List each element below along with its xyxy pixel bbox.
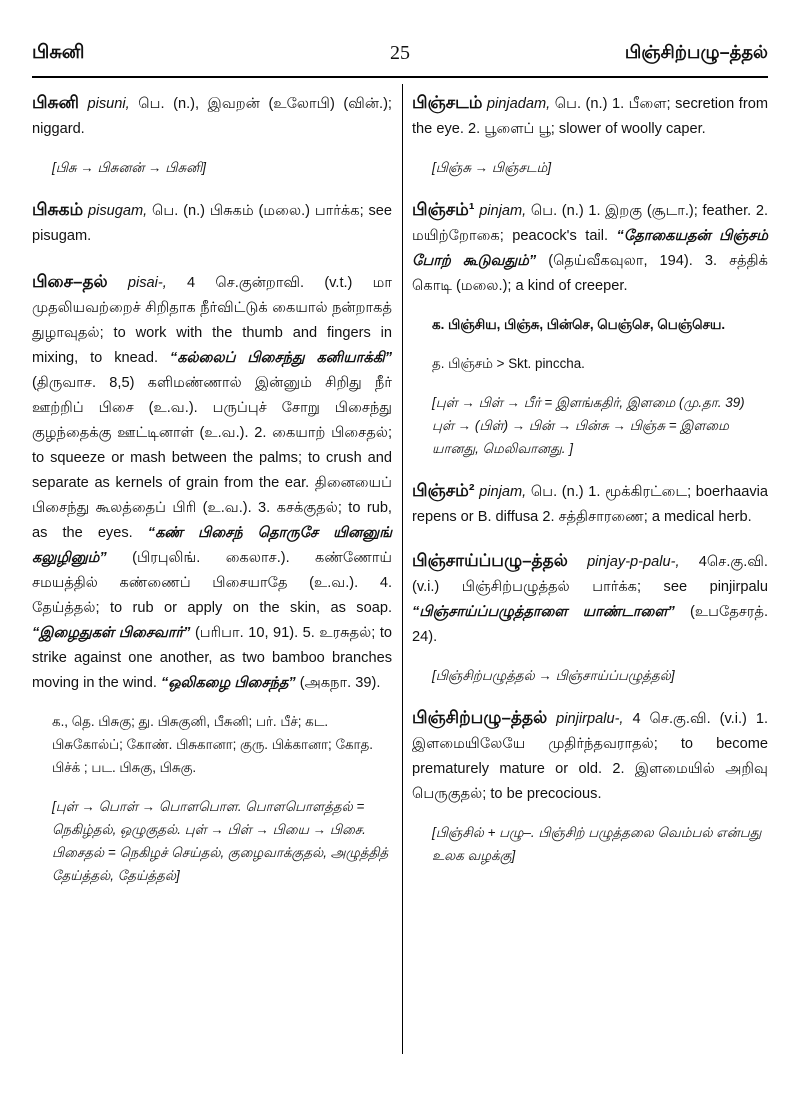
headword: பிஞ்சடம் (412, 93, 483, 112)
dictionary-entry (32, 90, 392, 142)
right-column (412, 90, 768, 885)
quotation: “தோகையதன் பிஞ்சம் போற் கூடுவதும்” (412, 228, 768, 269)
headword: பிசுனி (32, 93, 79, 112)
quotation: “இழைதுகள் பிசைவார்” (32, 625, 191, 641)
definition: (தெய்வீகவுலா, 194). 3. சத்திக் கொடி (மலை.); a kind of creeper. (412, 253, 768, 294)
dictionary-entry (32, 197, 392, 249)
quotation: “பிஞ்சாய்ப்பழுத்தாளை யாண்டாளை” (412, 604, 675, 620)
headword: பிஞ்சிற்பழு–த்தல் (412, 708, 548, 727)
transliteration: pisai-, (127, 275, 167, 291)
dictionary-entry (412, 705, 768, 807)
column-divider (402, 84, 403, 1054)
page-number: 25 (390, 42, 410, 64)
transliteration: pinjirpalu-, (556, 711, 624, 727)
definition: பெ. (n.) 1. மூக்கிரட்டை; boerhaavia repens or B. diffusa 2. சத்திசாரணை; a medical herb. (412, 484, 769, 525)
headword: பிஞ்சாய்ப்பழு–த்தல் (412, 551, 568, 570)
definition: பெ. (n.) 1. பீளை; secretion from the eye. 2. பூளைப் பூ; slower of woolly caper. (412, 96, 768, 137)
etymology-bracket: [புள் → பிள் → பீர் = இளங்கதிர், இளமை (மு.தா. 39) புள் → (பிள்) → பின் → பின்சு → பிஞ்சு = இளமை யானது, மெலிவானது. ] (432, 395, 745, 456)
quotation: “கல்லைப் பிசைந்து கனியாக்கி” (169, 350, 392, 366)
dictionary-entry (412, 548, 768, 650)
definition: (பரிபா. 10, 91). 5. உரசுதல்; to strike against one another, as two bamboo branches moving in the wind. (32, 625, 392, 691)
transliteration: pinjadam, (486, 96, 551, 112)
dictionary-entry (412, 197, 768, 299)
headword: பிசை–தல் (32, 272, 108, 291)
header-guide-word-right: பிஞ்சிற்பழு–த்தல் (624, 42, 768, 62)
transliteration: pisugam, (87, 203, 148, 219)
etymology-bracket: [பிசு → பிசுனன் → பிசுனி] (52, 160, 206, 175)
cognates: க., தெ. பிசுகு; து. பிசுகுனி, பீசுனி; பர். பீச்; கட. பிசுகோல்ப்; கோண். பிசுகானா; குரு. பிக்கானா; கோத. பிச்க் ; பட. பிசுகு, பிசுகு. (52, 714, 373, 775)
headword: பிஞ்சம்² (412, 481, 475, 500)
definition: 4 செ.குன்றாவி. (v.t.) மா முதலியவற்றைச் சிறிதாக நீர்விட்டுக் கையால் நன்றாகத் துழாவுதல்; to work with the thumb and fingers in mixing, to knead. (32, 275, 392, 366)
left-column (32, 90, 392, 905)
etymology-bracket: [பிஞ்சு → பிஞ்சடம்] (432, 160, 552, 175)
definition: (திருவாச. 8,5) களிமண்ணால் இன்னும் சிறிது நீர் ஊற்றிப் பிசை (உ.வ.). பருப்புச் சோறு பிசைந்து குழந்தைக்கு ஊட்டினாள் (உ.வ.). 2. கையாற் பிசைதல்; to squeeze or mash between the palms; to crush and separate as kernels of grain from the ear. தினையைப் பிசைந்து கூலத்தைப் பிரி (உ.வ.). 3. கசக்குதல்; to rub, as the eyes. (32, 375, 392, 541)
quotation: “ஒலிகழை பிசைந்த” (160, 675, 296, 691)
definition: பெ. (n.) 1. இறகு (சூடா.); feather. 2. மயிற்றோகை; peacock's tail. (412, 203, 768, 244)
dictionary-entry (412, 478, 768, 530)
transliteration: pinjam, (479, 484, 527, 500)
etymology-bracket: [பிஞ்சில் + பழு–. பிஞ்சிற் பழுத்தலை வெம்பல் என்பது உலக வழக்கு] (432, 825, 762, 863)
definition: பெ. (n.) பிசுகம் (மலை.) பார்க்க; see pisugam. (32, 203, 392, 244)
headword: பிசுகம் (32, 200, 84, 219)
dictionary-entry (412, 90, 768, 142)
header-rule (32, 76, 768, 78)
transliteration: pinjam, (479, 203, 527, 219)
transliteration: pinjay-p-palu-, (587, 554, 680, 570)
quotation: “கண் பிசைந் தொருசே யினனுங் கலுழினும்” (32, 525, 393, 566)
definition: 4 செ.கு.வி. (v.i.) 1. இளமையிலேயே முதிர்ந்தவராதல்; to become prematurely mature or old. 2. இளமையில் அறிவு பெருகுதல்; to be precocious. (412, 711, 768, 802)
page-header (32, 42, 768, 72)
etymology-bracket: [பிஞ்சிற்பழுத்தல் → பிஞ்சாய்ப்பழுத்தல்] (432, 668, 675, 683)
transliteration: pisuni, (87, 96, 130, 112)
cognates: க. பிஞ்சிய, பிஞ்சு, பின்செ, பெஞ்செ, பெஞ்செய. (432, 317, 726, 332)
definition: 4செ.கு.வி. (v.i.) பிஞ்சிற்பழுத்தல் பார்க்க; see pinjirpalu (412, 554, 768, 595)
etymology-bracket: [புள் → பொள் → பொளபொள. பொளபொளத்தல் = நெகிழ்தல், ஒழுகுதல். புள் → பிள் → பியை → பிசை. பிசைதல் = நெகிழச் செய்தல், குழைவாக்குதல், அழுத்தித் தேய்த்தல், தேய்த்தல்] (52, 799, 389, 883)
header-guide-word-left: பிசுனி (32, 42, 85, 63)
definition: (உபதேசரத். 24). (412, 604, 768, 645)
headword: பிஞ்சம்¹ (412, 200, 475, 219)
definition: பெ. (n.), இவறன் (உலோபி) (வின்.); niggard. (32, 96, 392, 137)
dictionary-entry (32, 269, 392, 696)
definition: (அகநா. 39). (295, 675, 381, 691)
definition: (பிரபுலிங். கைலாச.). கண்ணோய் சமயத்தில் கண்ணைப் பிசையாதே (உ.வ.). 4. தேய்த்தல்; to rub or apply on the skin, as soap. (32, 550, 392, 616)
borrowing-note: த. பிஞ்சம் > Skt. pinccha. (432, 356, 585, 371)
